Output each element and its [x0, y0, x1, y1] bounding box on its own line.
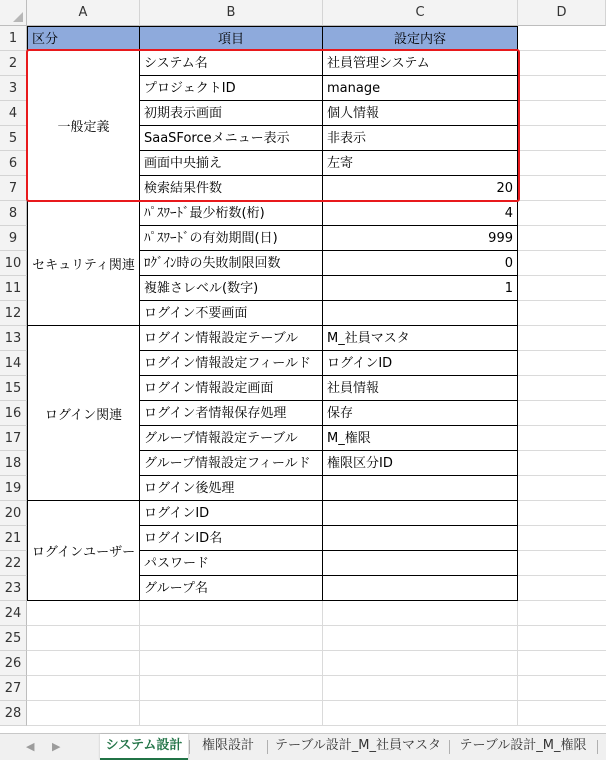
row-header[interactable]: 5 — [0, 126, 27, 151]
item-cell[interactable]: プロジェクトID — [140, 76, 323, 101]
row-header[interactable]: 22 — [0, 551, 27, 576]
row-header[interactable]: 11 — [0, 276, 27, 301]
row-header[interactable]: 27 — [0, 676, 27, 701]
value-cell[interactable]: 1 — [323, 276, 518, 301]
header-cell-b[interactable]: 項目 — [140, 26, 323, 51]
item-cell[interactable]: ログイン情報設定フィールド — [140, 351, 323, 376]
row-header[interactable]: 6 — [0, 151, 27, 176]
value-cell[interactable]: M_権限 — [323, 426, 518, 451]
tab-scroll-left-icon[interactable]: ◀ — [26, 740, 35, 753]
value-cell[interactable] — [323, 476, 518, 501]
item-cell[interactable]: ログイン情報設定画面 — [140, 376, 323, 401]
gridline — [27, 725, 606, 726]
item-cell[interactable]: SaaSForceメニュー表示 — [140, 126, 323, 151]
value-cell[interactable]: 20 — [323, 176, 518, 201]
row-header[interactable]: 24 — [0, 601, 27, 626]
row-header[interactable]: 26 — [0, 651, 27, 676]
header-cell-a[interactable]: 区分 — [27, 26, 140, 51]
item-cell[interactable]: ログインID — [140, 501, 323, 526]
column-header-b[interactable]: B — [140, 0, 323, 26]
row-header[interactable]: 9 — [0, 226, 27, 251]
value-cell[interactable]: 0 — [323, 251, 518, 276]
tab-separator — [189, 740, 190, 754]
sheet-tab[interactable]: テーブル設計_M_権限 — [459, 738, 587, 753]
group-cell[interactable]: ログインユーザー — [27, 501, 140, 601]
column-header-c[interactable]: C — [323, 0, 518, 26]
row-header[interactable]: 8 — [0, 201, 27, 226]
row-header[interactable]: 20 — [0, 501, 27, 526]
item-cell[interactable]: グループ情報設定テーブル — [140, 426, 323, 451]
row-header[interactable]: 23 — [0, 576, 27, 601]
row-header[interactable]: 10 — [0, 251, 27, 276]
item-cell[interactable]: ﾛｸﾞｲﾝ時の失敗制限回数 — [140, 251, 323, 276]
row-header[interactable]: 2 — [0, 51, 27, 76]
gridline — [27, 700, 606, 701]
group-cell[interactable]: ログイン関連 — [27, 326, 140, 501]
value-cell[interactable]: 4 — [323, 201, 518, 226]
item-cell[interactable]: ログインID名 — [140, 526, 323, 551]
value-cell[interactable]: M_社員マスタ — [323, 326, 518, 351]
value-cell[interactable]: 個人情報 — [323, 101, 518, 126]
item-cell[interactable]: ﾊﾟｽﾜｰﾄﾞ最少桁数(桁) — [140, 201, 323, 226]
row-header[interactable]: 16 — [0, 401, 27, 426]
row-header[interactable]: 17 — [0, 426, 27, 451]
row-header[interactable]: 12 — [0, 301, 27, 326]
value-cell[interactable]: 社員情報 — [323, 376, 518, 401]
value-cell[interactable] — [323, 551, 518, 576]
select-all-corner[interactable] — [0, 0, 27, 26]
item-cell[interactable]: ログイン後処理 — [140, 476, 323, 501]
value-cell[interactable] — [323, 526, 518, 551]
value-cell[interactable]: 999 — [323, 226, 518, 251]
value-cell[interactable]: 保存 — [323, 401, 518, 426]
item-cell[interactable]: システム名 — [140, 51, 323, 76]
row-header[interactable]: 15 — [0, 376, 27, 401]
row-header[interactable]: 28 — [0, 701, 27, 726]
value-cell[interactable]: ログインID — [323, 351, 518, 376]
gridline — [27, 650, 606, 651]
column-header-d[interactable]: D — [518, 0, 606, 26]
row-header[interactable]: 18 — [0, 451, 27, 476]
column-header-a[interactable]: A — [27, 0, 140, 26]
gridline — [27, 625, 606, 626]
row-header[interactable]: 4 — [0, 101, 27, 126]
item-cell[interactable]: パスワード — [140, 551, 323, 576]
value-cell[interactable] — [323, 576, 518, 601]
gridline — [27, 675, 606, 676]
tab-separator — [597, 740, 598, 754]
tab-separator — [267, 740, 268, 754]
item-cell[interactable]: 画面中央揃え — [140, 151, 323, 176]
value-cell[interactable]: 左寄 — [323, 151, 518, 176]
row-header[interactable]: 3 — [0, 76, 27, 101]
item-cell[interactable]: グループ名 — [140, 576, 323, 601]
value-cell[interactable] — [323, 301, 518, 326]
item-cell[interactable]: ログイン情報設定テーブル — [140, 326, 323, 351]
item-cell[interactable]: 検索結果件数 — [140, 176, 323, 201]
item-cell[interactable]: 初期表示画面 — [140, 101, 323, 126]
value-cell[interactable]: manage — [323, 76, 518, 101]
item-cell[interactable]: グループ情報設定フィールド — [140, 451, 323, 476]
row-header[interactable]: 1 — [0, 26, 27, 51]
sheet-tab[interactable]: システム設計 — [100, 734, 188, 760]
group-cell[interactable]: 一般定義 — [27, 51, 140, 201]
tab-separator — [449, 740, 450, 754]
group-cell[interactable]: セキュリティ関連 — [27, 201, 140, 326]
value-cell[interactable]: 非表示 — [323, 126, 518, 151]
row-header[interactable]: 7 — [0, 176, 27, 201]
item-cell[interactable]: ログイン者情報保存処理 — [140, 401, 323, 426]
highlight-box — [26, 49, 520, 202]
header-cell-c[interactable]: 設定内容 — [323, 26, 518, 51]
value-cell[interactable]: 権限区分ID — [323, 451, 518, 476]
row-header[interactable]: 25 — [0, 626, 27, 651]
row-header[interactable]: 21 — [0, 526, 27, 551]
item-cell[interactable]: ﾊﾟｽﾜｰﾄﾞの有効期間(日) — [140, 226, 323, 251]
sheet-tab-bar — [0, 733, 606, 760]
sheet-tab[interactable]: テーブル設計_M_社員マスタ — [274, 738, 442, 753]
item-cell[interactable]: ログイン不要画面 — [140, 301, 323, 326]
item-cell[interactable]: 複雑さレベル(数字) — [140, 276, 323, 301]
value-cell[interactable] — [323, 501, 518, 526]
tab-scroll-right-icon[interactable]: ▶ — [52, 740, 61, 753]
row-header[interactable]: 14 — [0, 351, 27, 376]
value-cell[interactable]: 社員管理システム — [323, 51, 518, 76]
sheet-tab[interactable]: 権限設計 — [201, 738, 254, 753]
row-header[interactable]: 19 — [0, 476, 27, 501]
row-header[interactable]: 13 — [0, 326, 27, 351]
